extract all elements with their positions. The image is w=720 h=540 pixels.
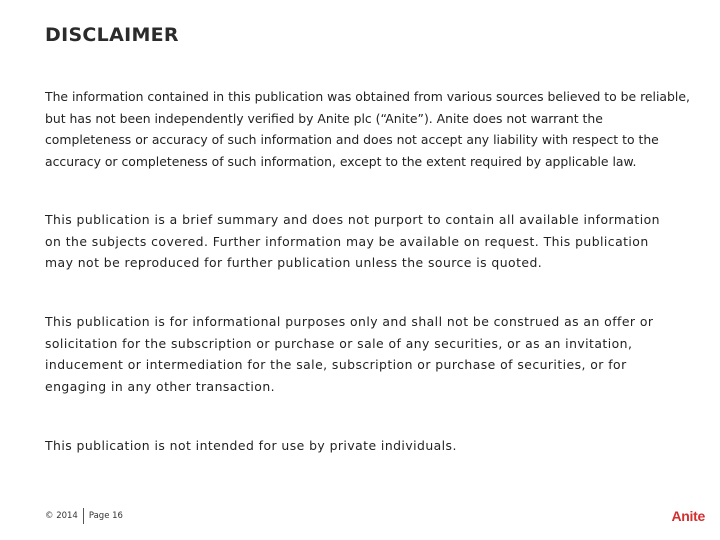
- page-footer: [45, 508, 123, 524]
- paragraph-line: This publication is not intended for use by private individuals.: [45, 438, 457, 453]
- paragraph-line: engaging in any other transaction.: [45, 378, 276, 394]
- paragraph-line: completeness or accuracy of such information and does not accept any liability with respect to the: [45, 132, 659, 148]
- disclaimer-paragraph-private-use: [45, 435, 685, 457]
- paragraph-line: solicitation for the subscription or purchase or sale of any securities, or as an invitation,: [45, 335, 633, 351]
- paragraph-line: inducement or intermediation for the sale, subscription or purchase of securities, or for: [45, 357, 627, 373]
- paragraph-line: on the subjects covered. Further information may be available on request. This publication: [45, 233, 649, 249]
- anite-logo: Anite: [671, 508, 705, 524]
- paragraph-line: but has not been independently verified by Anite plc (“Anite”). Anite does not warrant the: [45, 110, 603, 126]
- paragraph-line: may not be reproduced for further publication unless the source is quoted.: [45, 255, 543, 271]
- disclaimer-paragraph-reliability: [45, 86, 690, 172]
- paragraph-line: accuracy or completeness of such information, except to the extent required by applicable law.: [45, 153, 637, 169]
- page-number: Page 16: [88, 511, 123, 521]
- disclaimer-paragraph-informational: [45, 311, 685, 397]
- footer-divider: [83, 508, 84, 524]
- paragraph-line: This publication is a brief summary and does not purport to contain all available information: [45, 212, 660, 227]
- paragraph-line: The information contained in this publication was obtained from various sources believed to be reliable,: [45, 89, 690, 104]
- page-title: DISCLAIMER: [45, 24, 179, 46]
- disclaimer-paragraph-summary: [45, 209, 685, 274]
- paragraph-line: This publication is for informational purposes only and shall not be construed as an offer or: [45, 314, 654, 329]
- copyright-text: © 2014: [45, 511, 78, 521]
